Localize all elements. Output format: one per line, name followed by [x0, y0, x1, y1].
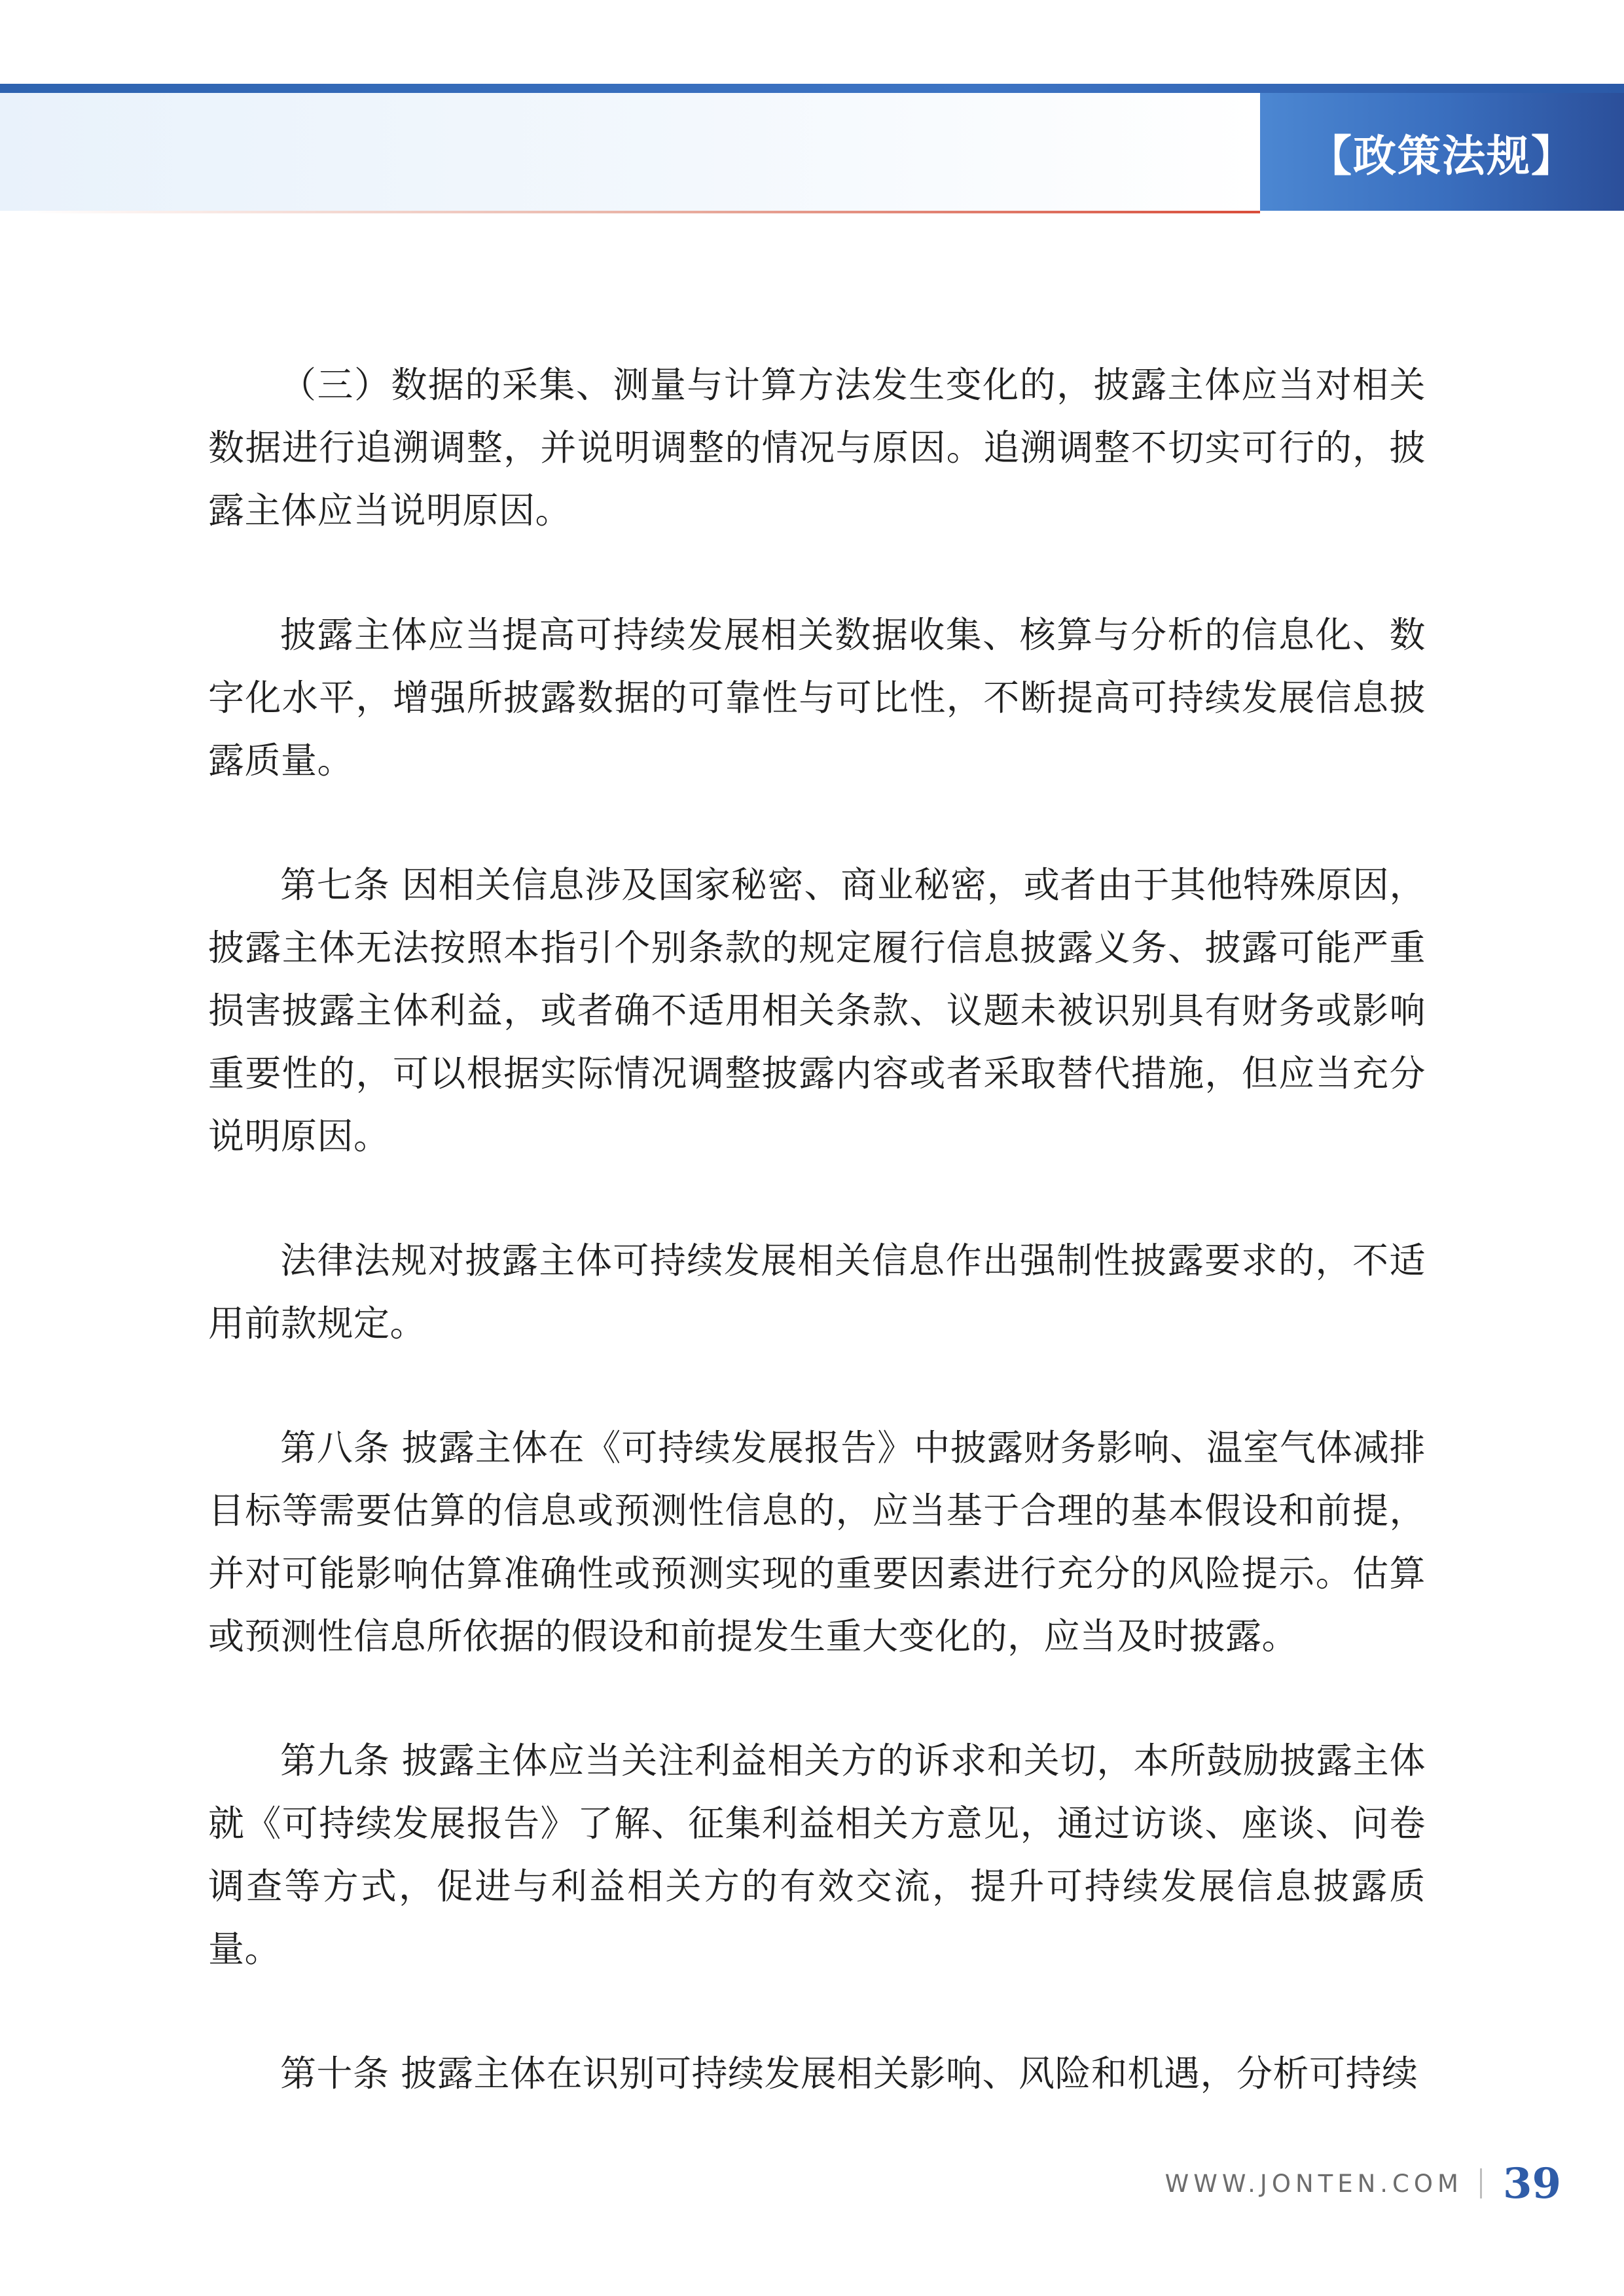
paragraph-2: 披露主体应当提高可持续发展相关数据收集、核算与分析的信息化、数字化水平，增强所披露数据的可靠性与可比性，不断提高可持续发展信息披露质量。 — [208, 614, 1426, 781]
paragraph-3: 第七条 因相关信息涉及国家秘密、商业秘密，或者由于其他特殊原因，披露主体无法按照本指引个别条款的规定履行信息披露义务、披露可能严重损害披露主体利益，或者确不适用相关条款、议题未被识别具有财务或影响重要性的，可以根据实际情况调整披露内容或者采取替代措施，但应当充分说明原因。 — [208, 864, 1426, 1157]
paragraph-5: 第八条 披露主体在《可持续发展报告》中披露财务影响、温室气体减排目标等需要估算的信息或预测性信息的，应当基于合理的基本假设和前提，并对可能影响估算准确性或预测实现的重要因素进行充分的风险提示。估算或预测性信息所依据的假设和前提发生重大变化的，应当及时披露。 — [208, 1427, 1426, 1657]
article-body — [208, 353, 1426, 2166]
page-header — [0, 0, 1624, 216]
page-number: 39 — [1502, 2159, 1561, 2208]
header-top-rule — [0, 84, 1624, 93]
website-url: WWW.JONTEN.COM — [1164, 2169, 1463, 2198]
section-tab — [1260, 93, 1624, 211]
paragraph-1: （三）数据的采集、测量与计算方法发生变化的，披露主体应当对相关数据进行追溯调整，并说明调整的情况与原因。追溯调整不切实可行的，披露主体应当说明原因。 — [208, 364, 1426, 531]
paragraph-6: 第九条 披露主体应当关注利益相关方的诉求和关切，本所鼓励披露主体就《可持续发展报告》了解、征集利益相关方意见，通过访谈、座谈、问卷调查等方式，促进与利益相关方的有效交流，提升可持续发展信息披露质量。 — [208, 1740, 1426, 1970]
footer-divider — [1480, 2168, 1482, 2198]
header-band — [0, 93, 1260, 211]
header-bottom-rule — [26, 211, 1260, 213]
page-footer — [1165, 2157, 1561, 2210]
paragraph-4: 法律法规对披露主体可持续发展相关信息作出强制性披露要求的，不适用前款规定。 — [208, 1240, 1426, 1344]
paragraph-7: 第十条 披露主体在识别可持续发展相关影响、风险和机遇，分析可持续 — [280, 2053, 1418, 2094]
section-label: 【政策法规】 — [1308, 130, 1576, 181]
